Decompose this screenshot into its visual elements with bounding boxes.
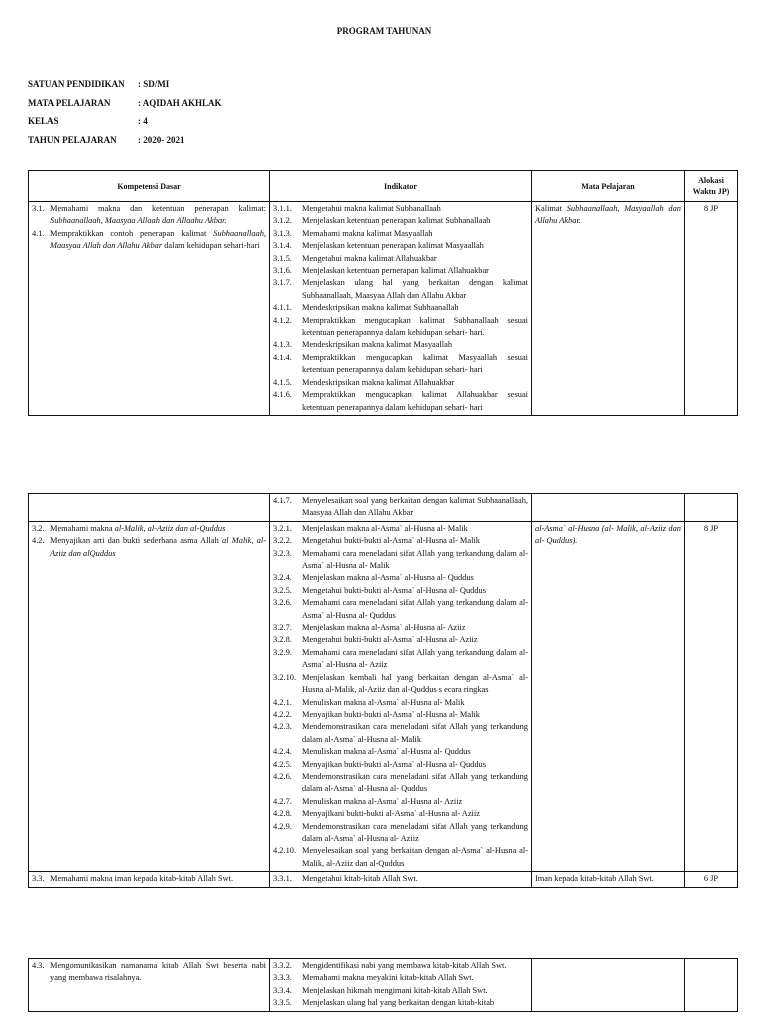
program-table-1 [28, 170, 738, 416]
kd-number: 3.2. [32, 523, 45, 533]
mapel-cell-empty [532, 494, 685, 522]
indikator-text: Mempraktikkan mengucapkan kalimat Allahuakbar sesuai ketentuan penerapannya dalam kehidupan sehari- hari [302, 390, 528, 412]
indikator-item [273, 215, 528, 227]
indikator-number: 3.2.10. [273, 672, 297, 682]
meta-row [28, 135, 222, 154]
header-alokasi: Alokasi Waktu JP) [685, 171, 738, 202]
indikator-text: Menjelaskan ketentuan pernerapan kalimat Allahuakbar [302, 266, 489, 276]
kd-item [32, 523, 266, 535]
kd-item [32, 228, 266, 253]
indikator-text: Mendemonstrasikan cara meneladani sifat Allah yang terkandung dalam al-Asma` al-Husna al- Quddus [302, 771, 528, 794]
indikator-item [273, 759, 528, 771]
meta-row [28, 116, 222, 135]
indikator-text: Mengetahui makna kalimat Allahuakbar [302, 253, 437, 263]
indikator-item [273, 821, 528, 846]
indikator-text: Menjelaskan ulang hal yang berkaitan dengan kalimat Subhaanallaah, Maasyaa Allah dan Allahu Akbar [302, 278, 528, 300]
alokasi-cell: 8 JP [685, 521, 738, 871]
indikator-number: 3.1.5. [273, 253, 292, 263]
kd-text-italic: al Malik, al-Aziiz dan alQuddus [50, 536, 266, 558]
indikator-item [273, 709, 528, 721]
kd-text [50, 228, 266, 253]
indikator-number: 3.3.1. [273, 874, 292, 884]
alokasi-cell-empty [685, 959, 738, 1012]
indikator-item [273, 277, 528, 302]
indikator-number: 4.1.1. [273, 303, 292, 313]
meta-value: : 4 [138, 116, 148, 126]
indikator-text: Mengetahui bukti-bukti al-Asma` al-Husna al- Malik [302, 536, 480, 546]
indikator-item [273, 572, 528, 584]
indikator-item [273, 647, 528, 672]
program-table-2 [28, 493, 738, 888]
kd-item [32, 203, 266, 228]
indikator-item [273, 339, 528, 351]
kd-text [50, 523, 266, 535]
kd-cell [29, 521, 270, 871]
indikator-text: Mendemonstrasikan cara meneladani sifat Allah yang terkandung dalam al-Asma` al-Husna al- Malik [302, 722, 528, 744]
header-kompetensi-dasar: Kompetensi Dasar [29, 171, 270, 202]
indikator-text: Menyajikan bukti-bukti al-Asma` al-Husna al- Malik [302, 709, 480, 719]
indikator-number: 3.1.2. [273, 216, 292, 226]
kd-cell [29, 959, 270, 1012]
indikator-item [273, 495, 528, 520]
indikator-text: Menjelaskan ketentuan penerapan kalimat Subhanallaah [302, 216, 491, 226]
kd-text-plain: Memahami makna dan ketentuan penerapan kalimat: [50, 204, 266, 213]
header-indikator: Indikator [270, 171, 532, 202]
indikator-item [273, 721, 528, 746]
alokasi-cell-empty [685, 494, 738, 522]
indikator-text: Menjelaskan makna al-Asma` al-Husna al- Malik [302, 523, 468, 533]
meta-label: KELAS [28, 116, 59, 126]
indikator-item [273, 523, 528, 535]
indikator-item [273, 377, 528, 389]
indikator-text: Memahami makna kalimat Masyaallah [302, 228, 433, 238]
indikator-number: 4.2.6. [273, 771, 292, 781]
indikator-number: 3.3.2. [273, 961, 292, 970]
indikator-number: 3.2.7. [273, 623, 292, 633]
kd-text-plain: Mempraktikkan contoh penerapan kalimat [50, 228, 207, 238]
kd-text-plain: Menyajikan arti dan bukti sederhana asma Allah [50, 536, 219, 546]
indikator-number: 4.2.1. [273, 697, 292, 707]
mapel-italic-text: Subhaanallaah, Masyaallah dan Allahu Akbar. [535, 204, 681, 226]
meta-value: : SD/MI [138, 79, 170, 89]
indikator-item [273, 302, 528, 314]
indikator-text: Menjelaskan makna al-Asma` al-Husna al- Quddus [302, 573, 474, 583]
header-mata-pelajaran: Mata Pelajaran [532, 171, 685, 202]
indikator-item [273, 997, 528, 1009]
indikator-text: Mengetahui bukti-bukti al-Asma` al-Husna al- Aziiz [302, 635, 478, 645]
mapel-cell: al-Asma` al-Husna (al- Malik, al-Aziiz dan al- Quddus). [532, 521, 685, 871]
document-meta [28, 79, 222, 153]
indikator-number: 4.2.9. [273, 821, 292, 831]
indikator-text: Mendemonstrasikan cara meneladani sifat Allah yang terkandung dalam al-Asma` al-Husna al- Aziiz [302, 821, 528, 843]
meta-label: MATA PELAJARAN [28, 97, 111, 108]
indikator-item [273, 746, 528, 758]
indikator-item [273, 796, 528, 808]
indikator-text: Menjelaskan ketentuan penerapan kalimat Masyaallah [302, 241, 484, 251]
mapel-cell-empty [532, 959, 685, 1012]
indikator-item [273, 535, 528, 547]
indikator-text: Menjelaskan makna al-Asma` al-Husna al- Aziiz [302, 623, 466, 633]
kd-number: 4.2. [32, 536, 45, 546]
indikator-text: Mempraktikkan mengucapkan kalimat Subhanallaah sesuai ketentuan penerapannya dalam kehidupan sehari- hari. [302, 315, 528, 338]
indikator-item [273, 622, 528, 634]
indikator-number: 4.1.4. [273, 352, 292, 362]
alokasi-cell: 8 JP [685, 202, 738, 416]
kd-number: 3.3. [32, 874, 45, 884]
indikator-item [273, 808, 528, 820]
indikator-number: 4.1.3. [273, 340, 292, 350]
kd-text-italic: Subhaanallaah, Maasyaa Allah dan Allahu Akbar [50, 228, 266, 251]
kd-text-plain: Memahami makna [50, 523, 113, 533]
indikator-item [273, 228, 528, 240]
indikator-cell [270, 872, 532, 887]
indikator-item [273, 697, 528, 709]
meta-row [28, 79, 222, 98]
indikator-number: 4.1.7. [273, 496, 292, 505]
indikator-text: Mengetahui makna kalimat Subhanallaah [302, 204, 441, 213]
indikator-number: 3.2.9. [273, 647, 292, 657]
indikator-number: 4.2.5. [273, 759, 292, 769]
indikator-text: Menyajikani bukti-bukti al-Asma` al-Husna al- Aziiz [302, 809, 480, 819]
indikator-text: Menyajikan bukti-bukti al-Asma` al-Husna al- Quddus [302, 759, 486, 769]
indikator-text: Menuliskan makna al-Asma` al-Husna al- Malik [302, 697, 465, 707]
indikator-number: 4.2.8. [273, 809, 292, 819]
indikator-number: 4.1.5. [273, 377, 292, 387]
meta-value: : 2020- 2021 [138, 134, 185, 145]
meta-value: : AQIDAH AKHLAK [138, 97, 222, 108]
indikator-number: 3.1.6. [273, 266, 292, 276]
kd-cell [29, 872, 270, 887]
indikator-item [273, 634, 528, 646]
indikator-number: 3.3.3. [273, 973, 292, 983]
kd-number: 4.3. [32, 961, 45, 970]
indikator-number: 3.1.7. [273, 278, 292, 288]
indikator-number: 3.2.1. [273, 523, 292, 533]
indikator-number: 4.1.2. [273, 315, 292, 325]
indikator-item [273, 240, 528, 252]
indikator-item [273, 972, 528, 984]
indikator-item [273, 265, 528, 277]
kd-number: 3.1. [32, 204, 45, 213]
indikator-number: 3.2.8. [273, 635, 292, 645]
kd-text [50, 203, 266, 228]
indikator-number: 4.2.2. [273, 709, 292, 719]
indikator-item [273, 352, 528, 377]
indikator-text: Mempraktikkan mengucapkan kalimat Masyaallah sesuai ketentuan penerapannya dalam kehidupan sehari- hari [302, 352, 528, 375]
kd-number: 4.1. [32, 228, 45, 238]
program-table-3 [28, 958, 738, 1012]
indikator-cell [270, 521, 532, 871]
kd-cell-empty [29, 494, 270, 522]
indikator-text: Menjelaskan kembali hal yang berkaitan dengan al-Asma` al-Husna al-Malik, al-Aziiz dan al-Quddus s ecara ringkas [302, 672, 528, 695]
indikator-item [273, 985, 528, 997]
indikator-text: Mengetahui bukti-bukti al-Asma` al-Husna al- Quddus [302, 585, 486, 595]
indikator-text: Mendeskripsikan makna kalimat Subhaanallah [302, 303, 459, 313]
indikator-number: 3.3.5. [273, 998, 292, 1008]
kd-text: Memahami makna iman kepada kitab-kitab Allah Swt. [50, 874, 234, 884]
indikator-number: 4.2.7. [273, 796, 292, 806]
kd-text-italic: Subhaanallaah, Maasyaa Allaah dan Allaahu Akbar. [50, 216, 227, 226]
kd-text: Mengomunikasikan namanama kitab Allah Swt beserta nabi yang membawa risalahnya. [50, 961, 266, 983]
alokasi-cell: 6 JP [685, 872, 738, 887]
indikator-text: Menjelaskan hikmah mengimani kitab-kitab Allah Swt. [302, 985, 488, 995]
indikator-item [273, 960, 528, 972]
page-title: PROGRAM TAHUNAN [336, 26, 432, 36]
kd-text-tail: dalam kehidupan sehari-hari [164, 241, 260, 251]
indikator-item [273, 771, 528, 796]
indikator-text: Menuliskan makna al-Asma` al-Husna al- Aziiz [302, 796, 463, 806]
indikator-text: Mengetahui kitab-kitab Allah Swt. [302, 874, 418, 884]
kd-item [32, 535, 266, 560]
meta-row [28, 98, 222, 117]
kd-text-italic: al-Malik, al-Aziiz dan al-Quddus [114, 523, 226, 533]
mapel-cell [532, 202, 685, 416]
indikator-number: 4.2.10. [273, 846, 297, 856]
mapel-cell: Iman kepada kitab-kitab Allah Swt. [532, 872, 685, 887]
indikator-number: 3.2.4. [273, 573, 292, 583]
indikator-item [273, 672, 528, 697]
indikator-number: 3.1.1. [273, 204, 292, 213]
indikator-text: Memahami cara meneladani sifat Allah yang terkandung dalam al-Asma` al-Husna al- Aziiz [302, 647, 528, 670]
indikator-text: Memahami makna meyakini kitab-kitab Allah Swt. [302, 973, 474, 983]
indikator-item [273, 315, 528, 340]
indikator-number: 3.2.2. [273, 536, 292, 546]
indikator-text: Menyelesaikan soal yang berkaitan dengan al-Asma` al-Husna al-Malik, al-Aziiz dan al-Quddus [302, 846, 528, 868]
meta-label: TAHUN PELAJARAN [28, 134, 117, 145]
indikator-item [273, 203, 528, 215]
indikator-item [273, 597, 528, 622]
mapel-text: Kalimat [535, 204, 562, 213]
indikator-text: Mengidentifikasi nabi yang membawa kitab-kitab Allah Swt. [302, 961, 507, 970]
indikator-cell [270, 494, 532, 522]
indikator-item [273, 389, 528, 414]
indikator-number: 3.2.3. [273, 548, 292, 558]
indikator-item [273, 585, 528, 597]
indikator-number: 3.3.4. [273, 985, 292, 995]
indikator-item [273, 253, 528, 265]
indikator-text: Memahami cara meneladani sifat Allah yang terkandung dalam al-Asma` al-Husna al- Quddus [302, 598, 528, 620]
indikator-text: Menyelesaikan soal yang berkaitan dengan kalimat Subhaanallaah, Maasyaa Allah dan Allahu Akbar [302, 496, 528, 518]
indikator-text: Menjelaskan ulang hal yang berkaitan dengan kitab-kitab [302, 998, 495, 1008]
indikator-cell [270, 202, 532, 416]
indikator-number: 3.2.6. [273, 598, 292, 608]
kd-cell [29, 202, 270, 416]
indikator-number: 3.1.3. [273, 228, 292, 238]
indikator-item [273, 548, 528, 573]
indikator-number: 3.2.5. [273, 585, 292, 595]
indikator-text: Menuliskan makna al-Asma` al-Husna al- Quddus [302, 747, 471, 757]
indikator-number: 4.2.3. [273, 722, 292, 732]
indikator-number: 4.2.4. [273, 747, 292, 757]
kd-text [50, 535, 266, 560]
indikator-number: 3.1.4. [273, 241, 292, 251]
indikator-item [273, 845, 528, 870]
meta-label: SATUAN PENDIDIKAN [28, 79, 125, 89]
indikator-number: 4.1.6. [273, 390, 292, 400]
indikator-text: Mendeskripsikan makna kalimat Allahuakbar [302, 377, 455, 387]
indikator-text: Mendeskripsikan makna kalimat Masyaallah [302, 340, 453, 350]
indikator-cell [270, 959, 532, 1012]
indikator-text: Memahami cara meneladani sifat Allah yang terkandung dalam al-Asma` al-Husna al- Malik [302, 548, 528, 571]
